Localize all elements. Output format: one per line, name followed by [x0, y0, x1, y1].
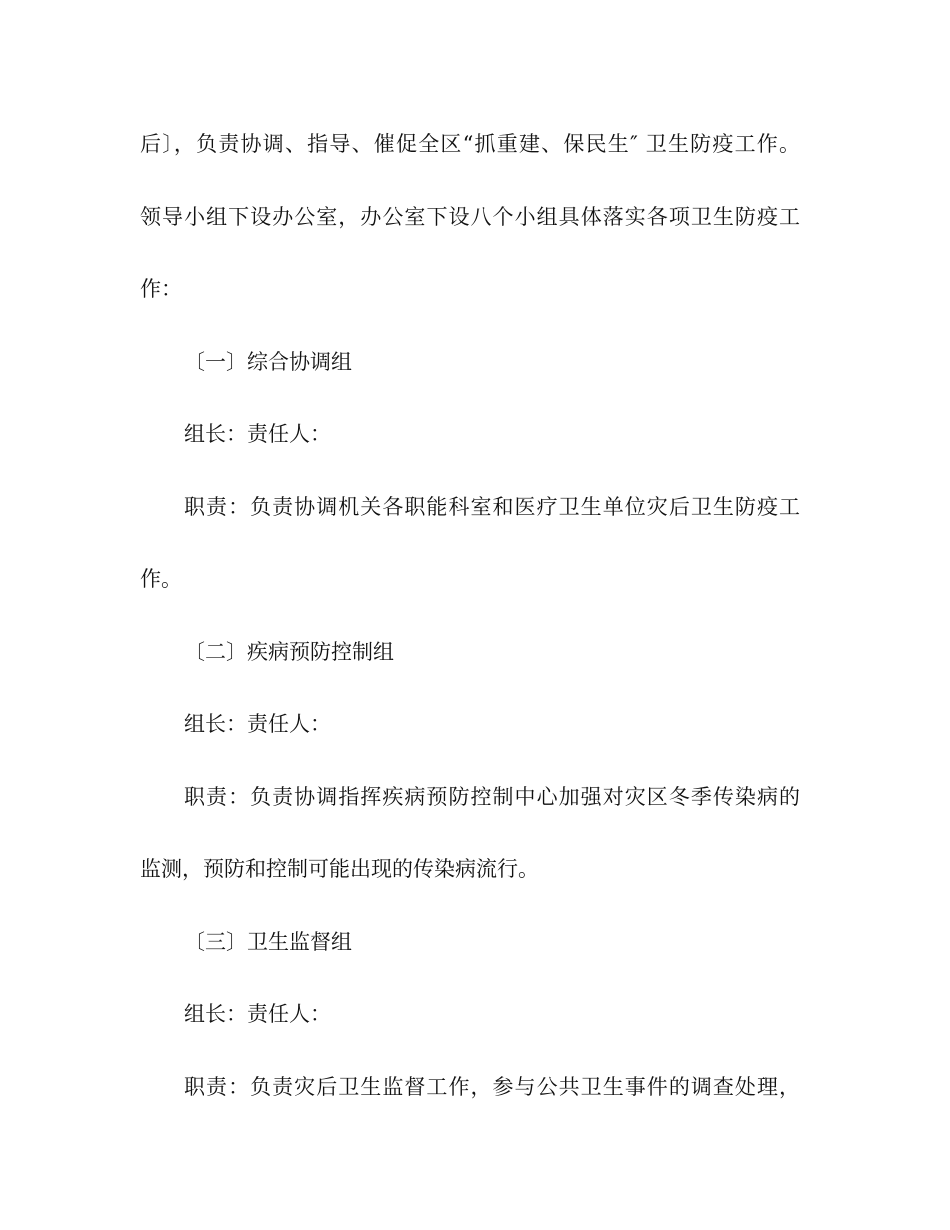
body-line: 作：	[140, 277, 182, 301]
section-heading: 〔三〕卫生监督组	[184, 930, 352, 954]
section-heading: 〔一〕综合协调组	[184, 350, 352, 374]
duty-line: 职责：负责协调指挥疾病预防控制中心加强对灾区冬季传染病的	[184, 785, 800, 809]
duty-line: 职责：负责协调机关各职能科室和医疗卫生单位灾后卫生防疫工	[184, 495, 800, 519]
body-line: 作。	[140, 567, 182, 591]
group-leader-line: 组长：责任人：	[184, 422, 331, 446]
section-heading: 〔二〕疾病预防控制组	[184, 640, 394, 664]
body-line: 领导小组下设办公室，办公室下设八个小组具体落实各项卫生防疫工	[140, 205, 800, 229]
body-line: 后〕，负责协调、指导、催促全区“抓重建、保民生″ 卫生防疫工作。	[140, 132, 800, 156]
body-line: 监测，预防和控制可能出现的传染病流行。	[140, 857, 539, 881]
duty-line: 职责：负责灾后卫生监督工作，参与公共卫生事件的调查处理，	[184, 1075, 800, 1099]
group-leader-line: 组长：责任人：	[184, 712, 331, 736]
group-leader-line: 组长：责任人：	[184, 1002, 331, 1026]
